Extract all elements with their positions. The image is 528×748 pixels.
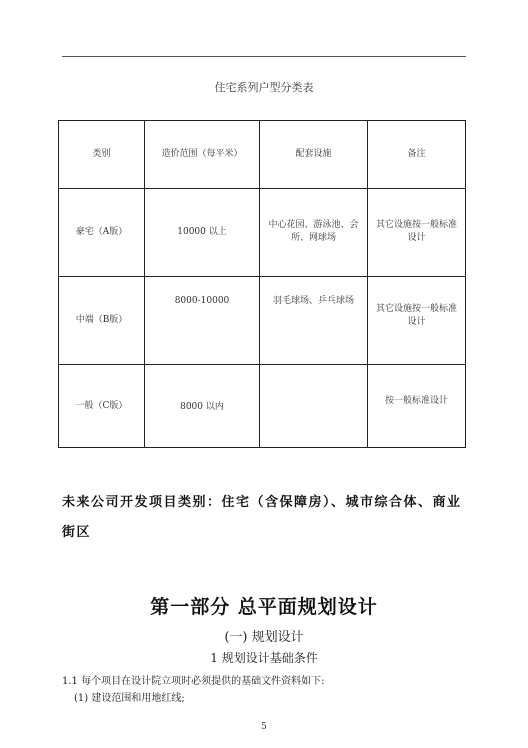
cell-category: 中端（B版） bbox=[59, 277, 145, 365]
header-cell-price-range: 造价范围（每平米） bbox=[145, 121, 260, 189]
cell-category: 一般（C版） bbox=[59, 365, 145, 448]
unit-classification-table bbox=[58, 120, 466, 448]
cell-category: 豪宅（A版） bbox=[59, 189, 145, 277]
cell-facilities: 中心花园、游泳池、会所、网球场 bbox=[260, 189, 368, 277]
table-row bbox=[59, 189, 466, 277]
table-row bbox=[59, 365, 466, 448]
project-category-note: 未来公司开发项目类别：住宅（含保障房）、城市综合体、商业街区 bbox=[62, 495, 462, 540]
cell-price-range: 10000 以上 bbox=[145, 189, 260, 277]
header-cell-facilities: 配套设施 bbox=[260, 121, 368, 189]
cell-remarks: 按一般标准设计 bbox=[368, 365, 466, 448]
cell-facilities: 羽毛球场、乒乓球场 bbox=[260, 277, 368, 365]
header-rule bbox=[62, 56, 466, 57]
header-cell-remarks: 备注 bbox=[368, 121, 466, 189]
part-title: 第一部分 总平面规划设计 bbox=[150, 596, 378, 618]
page-number: 5 bbox=[261, 722, 267, 732]
table-row bbox=[59, 277, 466, 365]
cell-remarks: 其它设施按一般标准设计 bbox=[368, 277, 466, 365]
paragraph: (1) 建设范围和用地红线; bbox=[74, 693, 185, 704]
cell-remarks: 其它设施按一般标准设计 bbox=[368, 189, 466, 277]
cell-price-range: 8000-10000 bbox=[145, 277, 260, 365]
table-title: 住宅系列户型分类表 bbox=[214, 81, 314, 94]
section-title: (一) 规划设计 bbox=[224, 630, 304, 645]
cell-facilities bbox=[260, 365, 368, 448]
paragraph: 1.1 每个项目在设计院立项时必须提供的基础文件资料如下: bbox=[62, 676, 325, 687]
header-cell-category: 类别 bbox=[59, 121, 145, 189]
subsection-title: 1 规划设计基础条件 bbox=[210, 651, 318, 665]
table-header-row bbox=[59, 121, 466, 189]
cell-price-range: 8000 以内 bbox=[145, 365, 260, 448]
